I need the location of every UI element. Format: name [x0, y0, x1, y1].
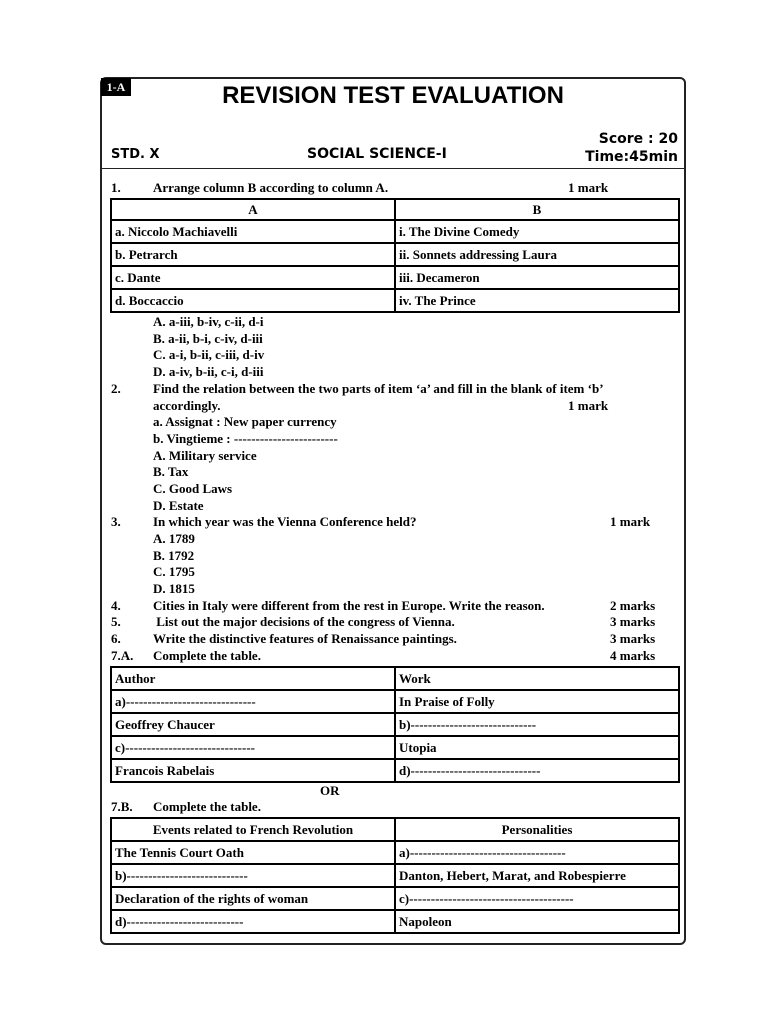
table-row — [111, 736, 679, 759]
table-cell: b. Petrarch — [111, 243, 395, 266]
column-header: Work — [395, 667, 679, 690]
item-text: a. Assignat : New paper currency — [153, 414, 337, 429]
table-row — [111, 841, 679, 864]
table-cell: iii. Decameron — [395, 266, 679, 289]
table-cell: Napoleon — [395, 910, 679, 933]
question-number: 7.A. — [111, 648, 134, 663]
answer-option: C. Good Laws — [153, 481, 233, 496]
answer-option: B. Tax — [153, 464, 189, 479]
page-title: REVISION TEST EVALUATION — [222, 82, 564, 109]
subject-label: SOCIAL SCIENCE-I — [307, 146, 447, 162]
answer-option: B. 1792 — [153, 548, 195, 563]
table-cell: a. Niccolo Machiavelli — [111, 220, 395, 243]
answer-option: D. a-iv, b-ii, c-i, d-iii — [153, 364, 264, 379]
table-cell: a)------------------------------ — [111, 690, 395, 713]
table-row — [111, 243, 679, 266]
table-row — [111, 910, 679, 933]
question-number: 1. — [111, 180, 121, 195]
table-cell: Declaration of the rights of woman — [111, 887, 395, 910]
marks-label: 3 marks — [610, 614, 656, 629]
or-label: OR — [320, 783, 340, 798]
header-divider — [100, 168, 686, 169]
table-cell: The Tennis Court Oath — [111, 841, 395, 864]
table-cell: Utopia — [395, 736, 679, 759]
answer-option: D. 1815 — [153, 581, 195, 596]
table-row — [111, 887, 679, 910]
table-cell: c. Dante — [111, 266, 395, 289]
question-number: 7.B. — [111, 799, 133, 814]
marks-label: 1 mark — [610, 514, 651, 529]
question-text: Cities in Italy were different from the rest in Europe. Write the reason. — [153, 598, 545, 613]
table-row — [111, 759, 679, 782]
table-header-row — [111, 199, 679, 220]
question-text: Write the distinctive features of Renaissance paintings. — [153, 631, 457, 646]
question-number: 4. — [111, 598, 121, 613]
table-cell: a)------------------------------------ — [395, 841, 679, 864]
table-header-row — [111, 818, 679, 841]
marks-label: 1 mark — [568, 180, 609, 195]
question-number: 6. — [111, 631, 121, 646]
table-header-row — [111, 667, 679, 690]
marks-label: 1 mark — [568, 398, 609, 413]
question-text: In which year was the Vienna Conference held? — [153, 514, 417, 529]
item-text: b. Vingtieme : ------------------------ — [153, 431, 338, 446]
answer-option: B. a-ii, b-i, c-iv, d-iii — [153, 331, 263, 346]
author-work-table — [110, 666, 680, 783]
table-row — [111, 220, 679, 243]
answer-option: C. a-i, b-ii, c-iii, d-iv — [153, 347, 265, 362]
question-text: Complete the table. — [153, 648, 261, 663]
table-cell: In Praise of Folly — [395, 690, 679, 713]
question-number: 5. — [111, 614, 121, 629]
answer-option: A. 1789 — [153, 531, 195, 546]
table-cell: d)------------------------------ — [395, 759, 679, 782]
table-row — [111, 266, 679, 289]
score-label: Score : 20 — [598, 131, 678, 147]
table-cell: c)------------------------------ — [111, 736, 395, 759]
column-header: B — [395, 199, 679, 220]
match-table — [110, 198, 680, 313]
marks-label: 4 marks — [610, 648, 656, 663]
events-personalities-table — [110, 817, 680, 934]
paper-code: 1-A — [101, 78, 131, 96]
table-cell: c)-------------------------------------- — [395, 887, 679, 910]
answer-option: A. Military service — [153, 448, 257, 463]
table-cell: ii. Sonnets addressing Laura — [395, 243, 679, 266]
time-label: Time:45min — [585, 149, 678, 165]
question-text: accordingly. — [153, 398, 221, 413]
table-cell: d. Boccaccio — [111, 289, 395, 312]
table-row — [111, 690, 679, 713]
marks-label: 3 marks — [610, 631, 656, 646]
table-cell: d)--------------------------- — [111, 910, 395, 933]
question-number: 2. — [111, 381, 121, 396]
question-text: List out the major decisions of the congress of Vienna. — [153, 614, 455, 629]
column-header: Author — [111, 667, 395, 690]
table-row — [111, 713, 679, 736]
answer-option: A. a-iii, b-iv, c-ii, d-i — [153, 314, 264, 329]
column-header: A — [111, 199, 395, 220]
table-cell: Danton, Hebert, Marat, and Robespierre — [395, 864, 679, 887]
table-cell: b)----------------------------- — [395, 713, 679, 736]
column-header: Events related to French Revolution — [111, 818, 395, 841]
question-text: Arrange column B according to column A. — [153, 180, 389, 195]
answer-option: D. Estate — [153, 498, 204, 513]
table-row — [111, 864, 679, 887]
table-cell: Geoffrey Chaucer — [111, 713, 395, 736]
question-text: Find the relation between the two parts of item ‘a’ and fill in the blank of item ‘b’ — [153, 381, 604, 396]
question-number: 3. — [111, 514, 121, 529]
table-cell: b)---------------------------- — [111, 864, 395, 887]
std-label: STD. X — [111, 147, 160, 162]
marks-label: 2 marks — [610, 598, 656, 613]
table-cell: Francois Rabelais — [111, 759, 395, 782]
answer-option: C. 1795 — [153, 564, 195, 579]
table-cell: i. The Divine Comedy — [395, 220, 679, 243]
table-cell: iv. The Prince — [395, 289, 679, 312]
table-row — [111, 289, 679, 312]
question-text: Complete the table. — [153, 799, 261, 814]
column-header: Personalities — [395, 818, 679, 841]
